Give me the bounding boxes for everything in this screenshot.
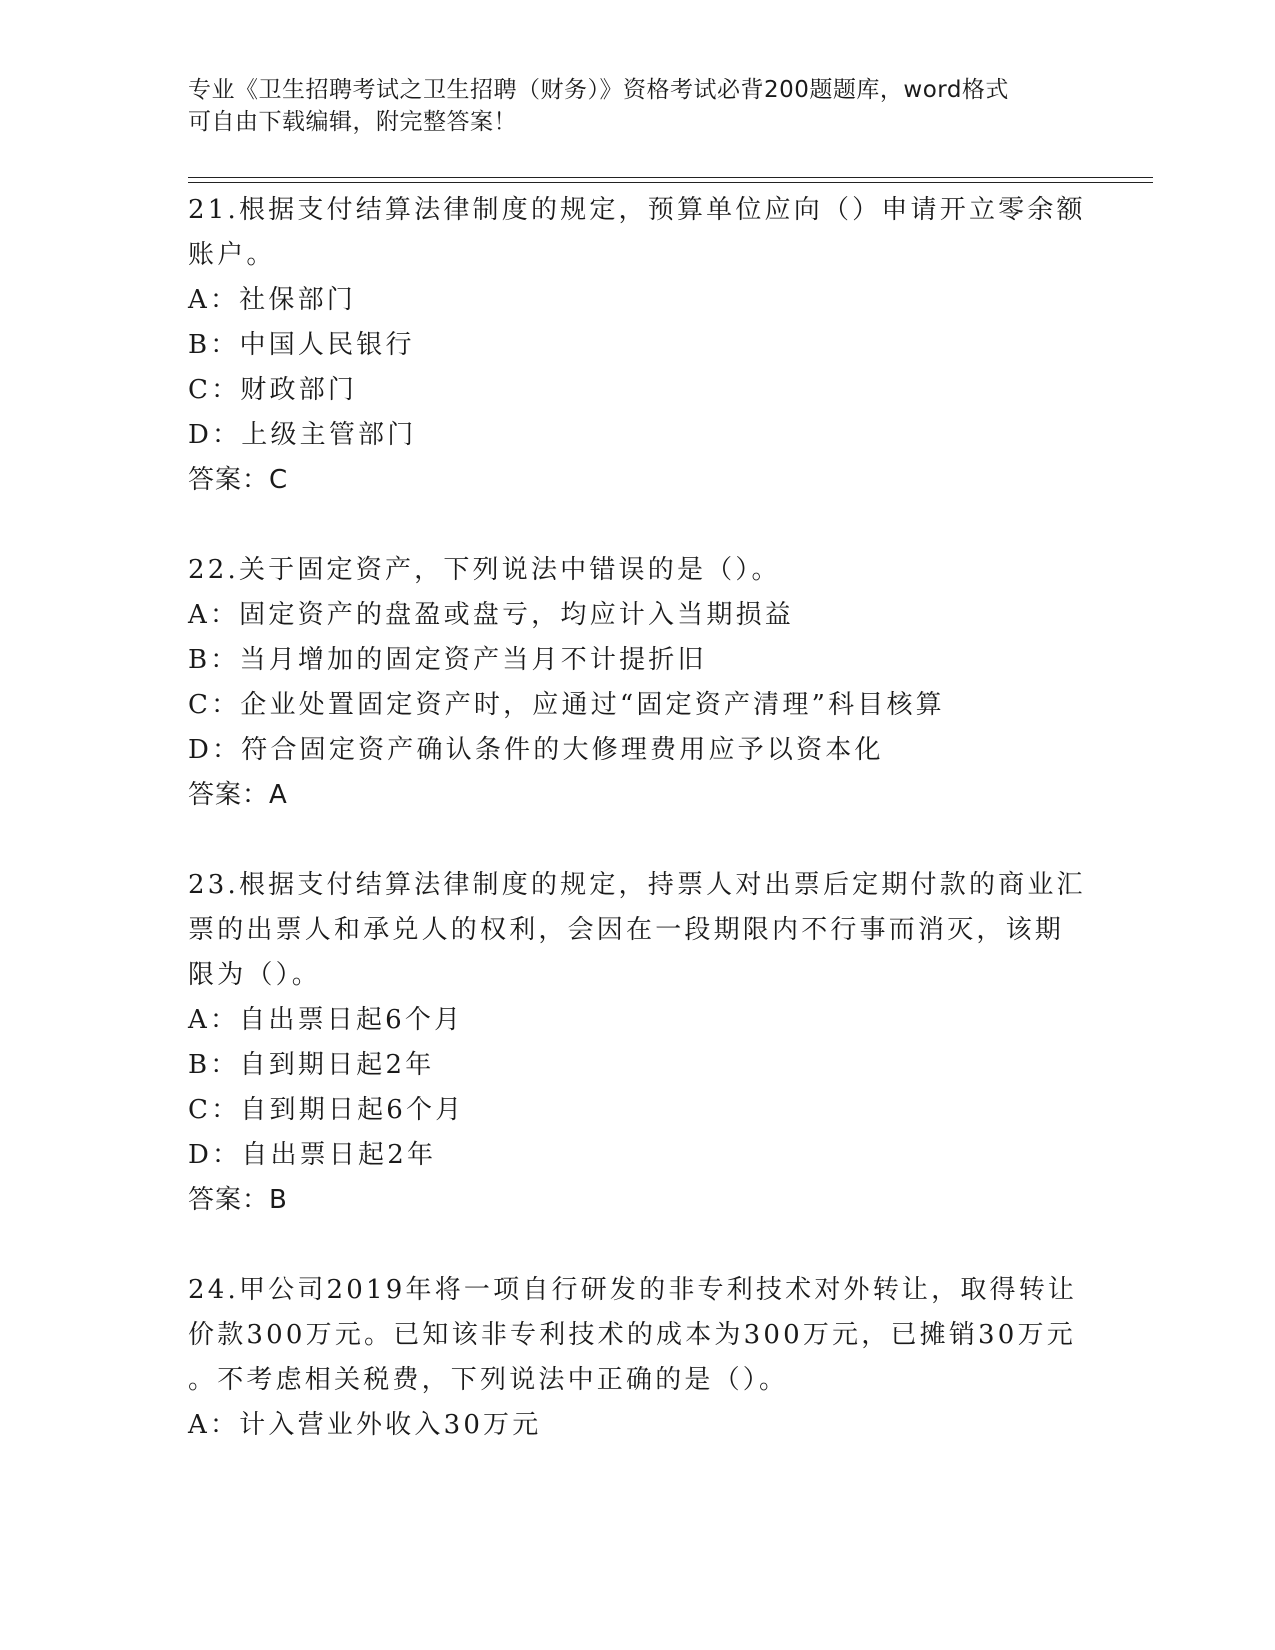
question-24 [188, 1268, 1088, 1448]
question-list [188, 188, 1088, 1448]
option-d: D：自出票日起2年 [188, 1140, 437, 1170]
option-d: D：上级主管部门 [188, 420, 417, 450]
header-line-2: 可自由下载编辑，附完整答案！ [188, 109, 517, 135]
question-text-line: 22.关于固定资产，下列说法中错误的是（）。 [188, 555, 781, 585]
option-c: C：自到期日起6个月 [188, 1095, 465, 1125]
option-a: A：计入营业外收入30万元 [188, 1410, 542, 1440]
option-d: D：符合固定资产确认条件的大修理费用应予以资本化 [188, 735, 884, 765]
question-text-line: 21.根据支付结算法律制度的规定，预算单位应向（）申请开立零余额 [188, 195, 1086, 225]
option-c: C：企业处置固定资产时，应通过“固定资产清理”科目核算 [188, 690, 945, 720]
header-rule-top [188, 177, 1153, 178]
question-23 [188, 863, 1088, 1223]
option-b: B：当月增加的固定资产当月不计提折旧 [188, 645, 707, 675]
option-c: C：财政部门 [188, 375, 358, 405]
question-text-line: 。不考虑相关税费，下列说法中正确的是（）。 [188, 1365, 789, 1395]
answer-label: 答案：A [188, 780, 288, 810]
header-line-1: 专业《卫生招聘考试之卫生招聘（财务）》资格考试必背200题题库，word格式 [188, 77, 1009, 103]
document-header [188, 74, 1068, 138]
question-21 [188, 188, 1088, 503]
option-b: B：中国人民银行 [188, 330, 415, 360]
question-text-line: 24.甲公司2019年将一项自行研发的非专利技术对外转让，取得转让 [188, 1275, 1078, 1305]
option-b: B：自到期日起2年 [188, 1050, 435, 1080]
answer-label: 答案：B [188, 1185, 288, 1215]
answer-label: 答案：C [188, 465, 289, 495]
option-a: A：社保部门 [188, 285, 356, 315]
question-text-line: 价款300万元。已知该非专利技术的成本为300万元，已摊销30万元 [188, 1320, 1076, 1350]
question-text-line: 票的出票人和承兑人的权利，会因在一段期限内不行事而消灭，该期 [188, 915, 1065, 945]
option-a: A：固定资产的盘盈或盘亏，均应计入当期损益 [188, 600, 794, 630]
question-22 [188, 548, 1088, 818]
question-text-line: 限为（）。 [188, 960, 322, 990]
option-a: A：自出票日起6个月 [188, 1005, 464, 1035]
question-text-line: 账户。 [188, 240, 276, 270]
header-rule-bottom [188, 182, 1153, 183]
question-text-line: 23.根据支付结算法律制度的规定，持票人对出票后定期付款的商业汇 [188, 870, 1086, 900]
